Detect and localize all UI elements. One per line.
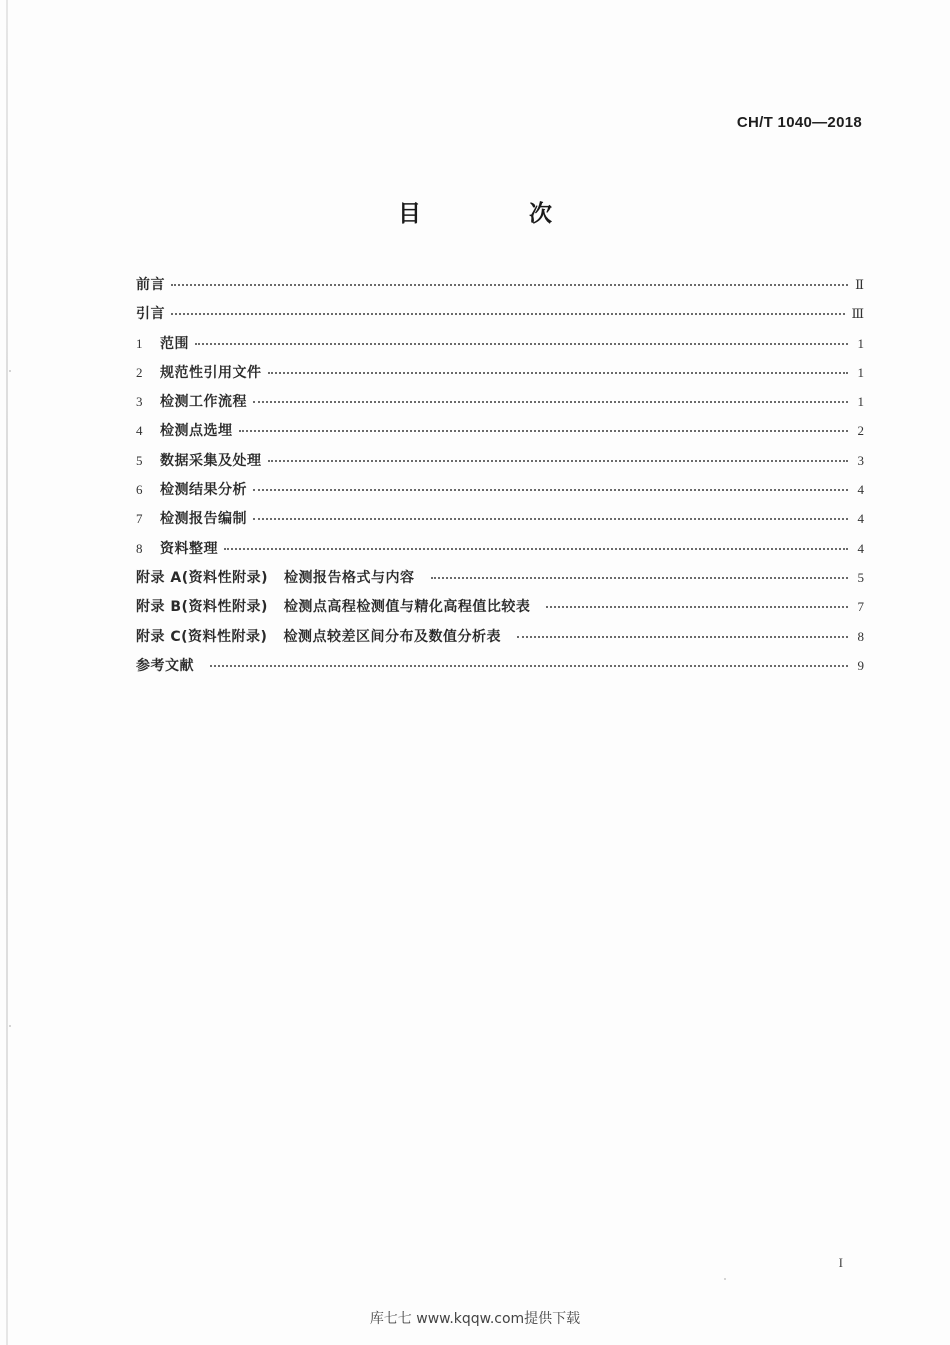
toc-entry-label: 数据采集及处理 <box>160 452 262 469</box>
appendix-label: 附录 A(资料性附录) <box>136 569 269 586</box>
standard-number: CH/T 1040—2018 <box>736 114 862 131</box>
toc-entry-page: 7 <box>857 599 864 615</box>
toc-entry-number: 3 <box>136 394 143 410</box>
scan-speck <box>9 370 11 372</box>
toc-entry-page: 1 <box>857 394 864 410</box>
toc-entry-number: 7 <box>136 511 143 527</box>
toc-entry-page: 1 <box>857 364 864 380</box>
toc-entry-number: 1 <box>136 335 143 351</box>
toc-entry-label: 范围 <box>160 335 189 352</box>
scan-speck <box>724 1278 726 1280</box>
dot-leader <box>268 372 849 374</box>
toc-entry-foreword[interactable] <box>136 274 864 303</box>
toc-entry-data-arrangement[interactable] <box>136 538 864 567</box>
toc-entry-report-compilation[interactable] <box>136 508 864 537</box>
toc-entry-appendix-c[interactable] <box>136 626 864 655</box>
scan-speck <box>9 1025 11 1027</box>
appendix-label: 附录 C(资料性附录) <box>136 628 268 645</box>
toc-entry-label: 资料整理 <box>160 540 218 557</box>
toc-entry-number: 6 <box>136 482 143 498</box>
toc-entry-label: 规范性引用文件 <box>160 364 262 381</box>
toc-entry-introduction[interactable] <box>136 303 864 332</box>
toc-entry-label <box>136 567 415 587</box>
dot-leader <box>171 284 848 286</box>
toc-entry-page: 4 <box>857 540 864 556</box>
toc-entry-scope[interactable] <box>136 333 864 362</box>
toc-entry-label: 参考文献 <box>136 657 194 674</box>
dot-leader <box>431 577 848 579</box>
toc-entry-workflow[interactable] <box>136 391 864 420</box>
toc-entry-label <box>136 596 530 616</box>
toc-entry-label: 检测工作流程 <box>160 394 247 411</box>
toc-entry-number: 2 <box>136 364 143 380</box>
toc-entry-page: 8 <box>857 628 864 644</box>
toc-entry-page: 1 <box>857 335 864 351</box>
dot-leader <box>546 606 848 608</box>
toc-entry-label: 引言 <box>136 306 165 323</box>
toc-entry-label: 检测点选埋 <box>160 423 233 440</box>
toc-entry-page: 9 <box>857 657 864 673</box>
download-watermark: 库七七 www.kqqw.com提供下载 <box>369 1311 581 1327</box>
table-of-contents <box>136 274 864 684</box>
toc-entry-label: 检测报告编制 <box>160 511 247 528</box>
toc-entry-label: 前言 <box>136 277 165 293</box>
dot-leader <box>224 548 848 550</box>
dot-leader <box>253 518 848 520</box>
appendix-title: 检测点较差区间分布及数值分析表 <box>283 628 501 645</box>
toc-entry-page: 3 <box>857 452 864 468</box>
toc-entry-page: 4 <box>857 482 864 498</box>
appendix-title: 检测点高程检测值与精化高程值比较表 <box>283 599 531 616</box>
dot-leader <box>171 313 845 315</box>
dot-leader <box>195 343 848 345</box>
toc-entry-appendix-a[interactable] <box>136 567 864 596</box>
toc-entry-result-analysis[interactable] <box>136 479 864 508</box>
dot-leader <box>268 460 849 462</box>
toc-entry-appendix-b[interactable] <box>136 596 864 625</box>
dot-leader <box>253 489 848 491</box>
toc-entry-bibliography[interactable] <box>136 655 864 684</box>
toc-entry-number: 5 <box>136 452 143 468</box>
toc-entry-page: Ⅱ <box>855 277 864 292</box>
toc-entry-data-collection[interactable] <box>136 450 864 479</box>
toc-entry-page: 2 <box>857 423 864 439</box>
toc-entry-label <box>136 626 501 646</box>
toc-entry-label: 检测结果分析 <box>160 482 247 499</box>
toc-title: 目 次 <box>397 201 602 227</box>
toc-entry-number: 4 <box>136 423 143 439</box>
toc-entry-page: Ⅲ <box>851 306 864 322</box>
toc-entry-normative-references[interactable] <box>136 362 864 391</box>
dot-leader <box>253 401 848 403</box>
toc-entry-page: 5 <box>857 569 864 585</box>
dot-leader <box>239 430 849 432</box>
toc-entry-point-selection[interactable] <box>136 420 864 449</box>
dot-leader <box>210 665 848 667</box>
toc-entry-number: 8 <box>136 540 143 556</box>
dot-leader <box>517 636 848 638</box>
toc-entry-page: 4 <box>857 511 864 527</box>
appendix-label: 附录 B(资料性附录) <box>136 599 268 616</box>
page-number: I <box>838 1255 843 1270</box>
appendix-title: 检测报告格式与内容 <box>284 569 415 586</box>
